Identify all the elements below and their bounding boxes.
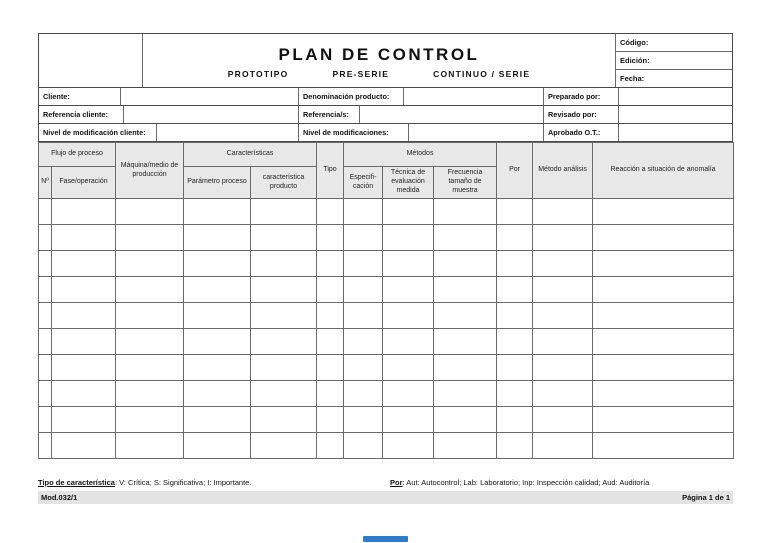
table-cell — [184, 199, 251, 225]
table-cell — [344, 355, 383, 381]
table-cell — [39, 381, 52, 407]
info-row-3 — [38, 124, 733, 142]
meta-field-codigo — [616, 34, 732, 52]
control-table — [38, 142, 734, 459]
table-cell — [533, 329, 593, 355]
table-cell — [344, 199, 383, 225]
table-cell — [593, 225, 734, 251]
col-header-frecuencia-muestra: Frecuencia tamaño de muestra — [434, 167, 497, 199]
col-header-flujo-de-proceso: Flujo de proceso — [39, 143, 116, 167]
table-cell — [52, 199, 116, 225]
field-cliente-value — [121, 88, 299, 105]
field-preparado-label-cell — [544, 88, 619, 105]
table-cell — [251, 277, 317, 303]
field-revisado-value — [619, 106, 732, 123]
table-cell — [593, 355, 734, 381]
table-cell — [39, 303, 52, 329]
title-block — [38, 33, 733, 88]
table-cell — [39, 407, 52, 433]
field-referencias-label-cell — [299, 106, 360, 123]
field-referencias-label: Referencia/s: — [303, 110, 349, 119]
control-table-body — [39, 199, 734, 459]
table-cell — [184, 329, 251, 355]
field-preparado-label: Preparado por: — [548, 92, 601, 101]
info-row-2 — [38, 106, 733, 124]
table-cell — [383, 329, 434, 355]
table-row — [39, 277, 734, 303]
table-cell — [251, 355, 317, 381]
table-cell — [184, 251, 251, 277]
mode-prototipo: PROTOTIPO — [227, 68, 289, 79]
table-cell — [39, 225, 52, 251]
table-cell — [533, 277, 593, 303]
table-row — [39, 199, 734, 225]
table-cell — [317, 199, 344, 225]
table-cell — [317, 355, 344, 381]
legend — [38, 478, 733, 488]
table-cell — [434, 433, 497, 459]
col-header-especificacion: Especifi-cación — [344, 167, 383, 199]
mode-labels — [228, 69, 530, 79]
table-cell — [383, 225, 434, 251]
field-revisado-label: Revisado por: — [548, 110, 597, 119]
legend-por — [390, 478, 649, 487]
table-cell — [317, 407, 344, 433]
col-header-tipo: Tipo — [317, 143, 344, 199]
table-cell — [184, 225, 251, 251]
table-cell — [251, 433, 317, 459]
table-cell — [497, 251, 533, 277]
field-aprobado-value — [619, 124, 732, 141]
table-cell — [39, 199, 52, 225]
table-cell — [116, 251, 184, 277]
table-cell — [39, 251, 52, 277]
table-cell — [383, 303, 434, 329]
control-plan-document — [38, 33, 733, 504]
table-cell — [52, 407, 116, 433]
legend-tipo — [38, 478, 251, 487]
meta-block — [615, 34, 732, 87]
table-cell — [184, 277, 251, 303]
col-header-caracteristicas: Características — [184, 143, 317, 167]
table-cell — [344, 225, 383, 251]
field-cliente-label-cell — [39, 88, 121, 105]
table-cell — [317, 381, 344, 407]
field-referencia-cliente-label-cell — [39, 106, 124, 123]
legend-por-text: : Aut: Autocontrol; Lab: Laboratorio; Inp: Inspección calidad; Aud: Auditoría — [402, 478, 650, 487]
table-cell — [116, 199, 184, 225]
table-cell — [434, 251, 497, 277]
table-cell — [497, 303, 533, 329]
field-nivel-mod-cliente-label-cell — [39, 124, 157, 141]
field-aprobado-label-cell — [544, 124, 619, 141]
table-cell — [434, 303, 497, 329]
table-cell — [533, 251, 593, 277]
table-cell — [52, 329, 116, 355]
meta-label-fecha: Fecha: — [620, 74, 645, 83]
table-cell — [497, 407, 533, 433]
table-cell — [497, 355, 533, 381]
footer-bar — [38, 491, 733, 504]
table-cell — [533, 407, 593, 433]
field-nivel-mod-cliente-label: Nivel de modificación cliente: — [43, 128, 146, 137]
field-denominacion-label-cell — [299, 88, 404, 105]
mode-continuo-serie: CONTINUO / SERIE — [433, 68, 531, 79]
table-cell — [52, 303, 116, 329]
table-cell — [434, 355, 497, 381]
table-cell — [116, 277, 184, 303]
table-cell — [317, 277, 344, 303]
table-cell — [52, 381, 116, 407]
legend-por-label: Por — [390, 478, 403, 487]
meta-field-fecha — [616, 70, 732, 87]
table-cell — [39, 433, 52, 459]
table-cell — [497, 225, 533, 251]
table-cell — [593, 277, 734, 303]
table-cell — [116, 303, 184, 329]
table-cell — [344, 381, 383, 407]
table-cell — [317, 251, 344, 277]
table-cell — [251, 329, 317, 355]
info-row-1 — [38, 88, 733, 106]
field-nivel-mod-cliente-value — [157, 124, 299, 141]
table-cell — [317, 329, 344, 355]
table-cell — [344, 433, 383, 459]
table-cell — [184, 433, 251, 459]
table-cell — [344, 251, 383, 277]
table-cell — [52, 355, 116, 381]
field-referencia-cliente-value — [124, 106, 299, 123]
table-cell — [497, 381, 533, 407]
table-cell — [383, 199, 434, 225]
col-header-maquina: Máquina/medio de producción — [116, 143, 184, 199]
table-row — [39, 381, 734, 407]
col-header-numero: Nº — [39, 167, 52, 199]
table-cell — [533, 381, 593, 407]
table-cell — [344, 407, 383, 433]
table-cell — [533, 303, 593, 329]
table-cell — [383, 277, 434, 303]
table-cell — [52, 225, 116, 251]
table-cell — [383, 407, 434, 433]
table-cell — [39, 355, 52, 381]
field-preparado-value — [619, 88, 732, 105]
table-cell — [533, 225, 593, 251]
table-cell — [116, 433, 184, 459]
table-cell — [533, 199, 593, 225]
table-cell — [39, 329, 52, 355]
page-number: Página 1 de 1 — [682, 493, 730, 502]
table-cell — [383, 381, 434, 407]
legend-tipo-label: Tipo de característica — [38, 478, 115, 487]
field-nivel-modificaciones-value — [409, 124, 544, 141]
meta-label-codigo: Código: — [620, 38, 649, 47]
field-cliente-label: Cliente: — [43, 92, 70, 101]
col-header-fase-operacion: Fase/operación — [52, 167, 116, 199]
mode-pre-serie: PRE-SERIE — [332, 68, 390, 79]
table-cell — [39, 277, 52, 303]
table-cell — [497, 277, 533, 303]
field-aprobado-label: Aprobado O.T.: — [548, 128, 601, 137]
field-denominacion-label: Denominación producto: — [303, 92, 390, 101]
title-cell — [143, 34, 615, 87]
table-cell — [593, 199, 734, 225]
table-cell — [116, 329, 184, 355]
table-row — [39, 355, 734, 381]
table-row — [39, 303, 734, 329]
table-cell — [593, 433, 734, 459]
col-header-por: Por — [497, 143, 533, 199]
table-row — [39, 433, 734, 459]
table-cell — [434, 329, 497, 355]
legend-tipo-text: : V: Crítica; S: Significativa; I: Importante. — [114, 478, 252, 487]
table-cell — [251, 199, 317, 225]
table-cell — [251, 251, 317, 277]
table-cell — [52, 251, 116, 277]
table-cell — [434, 225, 497, 251]
table-cell — [344, 277, 383, 303]
table-cell — [434, 381, 497, 407]
table-cell — [116, 225, 184, 251]
table-row — [39, 407, 734, 433]
field-nivel-modificaciones-label: Nivel de modificaciones: — [303, 128, 389, 137]
col-header-parametro-proceso: Parámetro proceso — [184, 167, 251, 199]
table-cell — [251, 381, 317, 407]
scroll-indicator[interactable] — [363, 536, 408, 542]
table-cell — [593, 303, 734, 329]
table-cell — [434, 277, 497, 303]
table-cell — [52, 277, 116, 303]
table-cell — [344, 329, 383, 355]
table-cell — [497, 433, 533, 459]
table-cell — [383, 251, 434, 277]
col-header-metodos: Métodos — [344, 143, 497, 167]
table-cell — [116, 355, 184, 381]
table-cell — [497, 329, 533, 355]
table-cell — [184, 381, 251, 407]
table-cell — [317, 433, 344, 459]
col-header-caracteristica-producto: característica producto — [251, 167, 317, 199]
table-cell — [184, 303, 251, 329]
col-header-metodo-analisis: Método análisis — [533, 143, 593, 199]
table-cell — [251, 303, 317, 329]
col-header-reaccion: Reacción a situación de anomalía — [593, 143, 734, 199]
table-cell — [251, 407, 317, 433]
field-referencias-value — [360, 106, 544, 123]
table-cell — [593, 407, 734, 433]
table-cell — [184, 355, 251, 381]
table-cell — [434, 199, 497, 225]
doc-code: Mod.032/1 — [41, 493, 78, 502]
table-cell — [344, 303, 383, 329]
logo-placeholder-cell — [39, 34, 143, 87]
meta-field-edicion — [616, 52, 732, 70]
field-referencia-cliente-label: Referencia cliente: — [43, 110, 108, 119]
table-cell — [497, 199, 533, 225]
table-cell — [383, 355, 434, 381]
table-row — [39, 225, 734, 251]
field-revisado-label-cell — [544, 106, 619, 123]
meta-label-edicion: Edición: — [620, 56, 650, 65]
table-cell — [533, 433, 593, 459]
table-cell — [317, 303, 344, 329]
table-cell — [251, 225, 317, 251]
table-cell — [593, 381, 734, 407]
field-denominacion-value — [404, 88, 544, 105]
table-cell — [383, 433, 434, 459]
table-cell — [593, 329, 734, 355]
page-title: PLAN DE CONTROL — [278, 44, 480, 64]
table-cell — [593, 251, 734, 277]
table-row — [39, 329, 734, 355]
table-cell — [52, 433, 116, 459]
col-header-tecnica-evaluacion: Técnica de evaluación medida — [383, 167, 434, 199]
table-cell — [116, 381, 184, 407]
table-cell — [533, 355, 593, 381]
table-cell — [116, 407, 184, 433]
table-cell — [184, 407, 251, 433]
table-row — [39, 251, 734, 277]
table-cell — [317, 225, 344, 251]
table-cell — [434, 407, 497, 433]
field-nivel-modificaciones-label-cell — [299, 124, 409, 141]
